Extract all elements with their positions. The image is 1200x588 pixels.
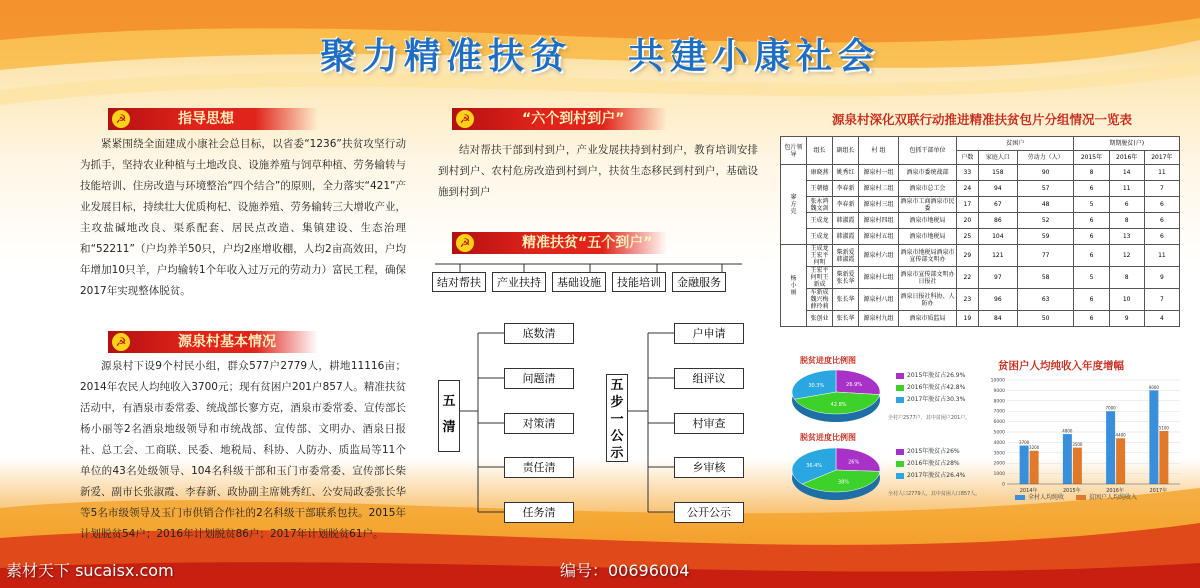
table-cell: 52 [1017, 213, 1074, 229]
legend-swatch [1015, 495, 1025, 500]
table-cell: 33 [957, 165, 979, 181]
guiding-text: 紧紧围绕全面建成小康社会总目标，以省委“1236”扶贫攻坚行动为抓手，坚持农业种植与土地改良、设施养殖与饲草种植、劳务输转与技能培训、住房改造与环境整治“四个结合”的原则，全力落实“421”产业发展目标，持续壮大优质枸杞、设施养殖、劳务输转三大增收产业，主攻盐碱地改良、渠系配套、居民点改造、集镇建设、生态治理和“52211”（户均养羊50只，户均2座增收棚，人均2亩高效田，户均年增加10只羊，户均输转1个年收入过万元的劳动力）富民工程，确保2017年实现整体脱贫。 [80, 138, 406, 297]
pie-slice-label: 26.9% [846, 381, 863, 388]
table-header: 包抓干部单位 [899, 137, 957, 165]
five-step-item: 村审查 [674, 413, 744, 434]
party-emblem-icon: ☭ [112, 110, 130, 128]
x-tick-label: 2017年 [1149, 488, 1168, 494]
table-cell-leader: 杨 小 丽 [781, 245, 807, 327]
table-header: 户数 [957, 151, 979, 165]
table-cell: 121 [978, 245, 1017, 267]
legend-item [896, 458, 965, 470]
table-cell: 酒泉市工商酒泉市民委 [900, 197, 955, 212]
table-row [781, 267, 1180, 289]
table-cell: 59 [1017, 229, 1074, 245]
table-cell: 7 [1144, 181, 1179, 197]
table-cell: 酒泉市宣传部文明办日报社 [899, 267, 957, 289]
table-cell: 源泉村九组 [859, 311, 899, 327]
x-tick-label: 2014年 [1019, 488, 1038, 494]
pie1-legend [896, 370, 965, 406]
table-cell: 10 [1109, 289, 1144, 311]
legend-swatch [1076, 495, 1086, 500]
guiding-heading: 指导思想 [178, 111, 234, 127]
pie-slice-label: 42.8% [830, 402, 847, 409]
legend-item [896, 394, 965, 406]
bar-value-label: 3700 [1019, 440, 1030, 446]
table-cell: 20 [957, 213, 979, 229]
pie1-chart [788, 366, 888, 426]
service-item: 产业扶持 [492, 272, 546, 292]
table-cell: 源泉村二组 [859, 181, 899, 197]
table-cell: 11 [1144, 245, 1179, 267]
y-tick-label: 9000 [993, 388, 1005, 394]
table-cell: 康晓燕 [807, 165, 833, 181]
bar-value-label: 5100 [1158, 425, 1169, 431]
table-cell: 22 [957, 267, 979, 289]
five-steps-label: 五步一公示 [606, 374, 628, 462]
table-cell: 5 [1074, 267, 1109, 289]
table-cell: 14 [1109, 165, 1144, 181]
assignment-table [780, 136, 1180, 327]
y-tick-label: 3000 [993, 451, 1005, 457]
service-item: 技能培训 [612, 272, 666, 292]
bar-value-label: 9000 [1148, 384, 1159, 390]
five-clear-item: 底数清 [504, 323, 574, 344]
table-row [781, 289, 1180, 311]
table-cell: 29 [957, 245, 979, 267]
bar-value-label: 3500 [1072, 442, 1083, 448]
bar-legend [1005, 492, 1137, 501]
income-bar-chart [985, 372, 1185, 512]
x-tick-label: 2016年 [1106, 488, 1124, 494]
y-tick-label: 2000 [993, 461, 1005, 467]
legend-swatch [896, 473, 904, 479]
title-left: 聚力精准扶贫 [319, 36, 572, 77]
table-cell: 13 [1109, 229, 1144, 245]
pie2-note: 全村人口2779人，其中贫困人口857人。 [888, 491, 981, 497]
five-clear-item: 任务清 [504, 502, 574, 523]
five-heading: 精准扶贫“五个到户” [522, 235, 653, 251]
five-step-item: 公开公示 [674, 502, 744, 523]
pie1-title: 脱贫进度比例图 [800, 356, 856, 365]
five-services-row [432, 272, 726, 292]
table-cell: 源泉村六组 [859, 245, 899, 267]
table-cell: 6 [1074, 213, 1109, 229]
table-cell: 67 [978, 197, 1017, 213]
watermark-right: 编号：00696004 [560, 561, 690, 580]
table-cell: 8 [1074, 165, 1109, 181]
bar-village [1063, 434, 1072, 484]
five-heading-banner [452, 232, 667, 254]
bar-value-label: 4800 [1062, 428, 1073, 434]
legend-label: 2015年脱贫占26.9% [907, 372, 966, 379]
legend-item [896, 382, 965, 394]
y-tick-label: 10000 [990, 378, 1005, 384]
table-cell: 张长华 [833, 289, 859, 311]
table-header: 副组长 [833, 137, 859, 165]
table-cell: 9 [1109, 311, 1144, 327]
page-title [0, 28, 1200, 79]
party-emblem-icon: ☭ [112, 333, 130, 351]
six-heading-banner [452, 108, 667, 130]
table-cell: 6 [1074, 311, 1109, 327]
table-cell: 6 [1074, 181, 1109, 197]
table-cell: 19 [957, 311, 979, 327]
y-tick-label: 1000 [993, 472, 1005, 478]
table-cell: 8 [1109, 267, 1144, 289]
table-cell: 张长华 [833, 311, 859, 327]
table-cell: 姚秀红 [833, 165, 859, 181]
legend-label: 2017年脱贫占26.4% [907, 472, 966, 479]
table-cell: 酒泉市地税局酒泉市宣传部文明办 [899, 245, 957, 267]
table-cell: 6 [1144, 229, 1179, 245]
legend-swatch [896, 397, 904, 403]
five-step-item: 组评议 [674, 368, 744, 389]
table-cell: 50 [1017, 311, 1074, 327]
table-cell: 6 [1074, 245, 1109, 267]
table-cell: 96 [978, 289, 1017, 311]
bar-poor [1030, 451, 1039, 484]
legend-swatch [896, 385, 904, 391]
table-title: 源泉村深化双联行动推进精准扶贫包片分组情况一览表 [831, 112, 1132, 127]
table-cell: 48 [1017, 197, 1074, 213]
bar-poor [1159, 431, 1168, 484]
service-item: 基础设施 [552, 272, 606, 292]
table-cell: 酒泉日报社科协、人防办 [899, 289, 957, 311]
y-tick-label: 4000 [993, 440, 1005, 446]
party-emblem-icon: ☭ [456, 234, 474, 252]
table-cell: 李春新 [833, 197, 859, 213]
table-cell: 张永鸿魏文剑 [807, 197, 833, 213]
table-row [781, 245, 1180, 267]
table-cell: 车新成魏兴梅薛玲莉 [807, 289, 833, 311]
table-cell: 王宏平何明王新成 [807, 267, 833, 289]
table-cell: 韩淑霞 [833, 213, 859, 229]
bar-value-label: 4400 [1115, 432, 1126, 438]
table-cell: 酒泉市地税局 [899, 229, 957, 245]
table-header: 贫困户 [957, 137, 1074, 151]
y-tick-label: 7000 [993, 409, 1005, 415]
legend-swatch [896, 461, 904, 467]
bar-poor [1073, 448, 1082, 484]
bar-village [1106, 411, 1115, 484]
table-cell: 24 [957, 181, 979, 197]
table-cell: 王朝德 [807, 181, 833, 197]
table-cell: 李春新 [833, 181, 859, 197]
table-cell: 韩淑霞 [833, 229, 859, 245]
table-cell: 6 [1074, 229, 1109, 245]
table-header: 2016年 [1109, 151, 1144, 165]
pie-slice-label: 26% [848, 459, 860, 466]
table-cell: 源泉村七组 [859, 267, 899, 289]
y-tick-label: 8000 [993, 399, 1005, 405]
services-connector-lines [432, 258, 744, 274]
legend-label: 2015年脱贫占26% [907, 448, 960, 455]
five-clear-item: 对策清 [504, 413, 574, 434]
service-item: 金融服务 [672, 272, 726, 292]
table-cell: 12 [1109, 245, 1144, 267]
legend-swatch [896, 373, 904, 379]
five-clear-item: 问题清 [504, 368, 574, 389]
legend-item [896, 370, 965, 382]
table-row [781, 165, 1180, 181]
table-row [781, 181, 1180, 197]
table-cell: 77 [1017, 245, 1074, 267]
table-cell: 酒泉市质监局 [899, 311, 957, 327]
table-cell: 8 [1109, 213, 1144, 229]
pie2-title: 脱贫进度比例图 [800, 433, 856, 442]
table-cell: 6 [1109, 197, 1144, 213]
watermark-left: 素材天下 sucaisx.com [6, 561, 174, 580]
table-cell: 104 [978, 229, 1017, 245]
legend-label: 2017年脱贫占30.3% [907, 396, 966, 403]
table-cell: 23 [957, 289, 979, 311]
six-heading: “六个到村到户” [522, 111, 625, 127]
table-cell: 酒泉市地税局 [899, 213, 957, 229]
table-cell: 63 [1017, 289, 1074, 311]
legend-item [896, 446, 965, 458]
table-cell: 王成龙王宏平何明 [807, 245, 833, 267]
bar-value-label: 3200 [1029, 445, 1040, 451]
table-cell: 90 [1017, 165, 1074, 181]
table-header: 2017年 [1144, 151, 1179, 165]
x-tick-label: 2015年 [1063, 488, 1081, 494]
legend-item [896, 470, 965, 482]
bar-chart-title: 贫困户人均纯收入年度增幅 [998, 360, 1124, 372]
party-emblem-icon: ☭ [456, 110, 474, 128]
village-heading-banner [108, 331, 318, 353]
table-cell: 6 [1144, 197, 1179, 213]
table-row [781, 213, 1180, 229]
table-cell: 11 [1144, 165, 1179, 181]
legend-label: 全村人均纯收 [1028, 494, 1065, 501]
y-tick-label: 5000 [993, 430, 1005, 436]
y-tick-label: 6000 [993, 420, 1005, 426]
table-cell: 王成龙 [807, 213, 833, 229]
table-header: 2015年 [1074, 151, 1109, 165]
legend-swatch [896, 449, 904, 455]
table-cell: 5 [1074, 197, 1109, 213]
bar-village [1149, 390, 1158, 484]
table-cell: 源泉村八组 [859, 289, 899, 311]
table-header: 家庭人口 [978, 151, 1017, 165]
five-clear-item: 责任清 [504, 457, 574, 478]
table-cell: 张创业 [807, 311, 833, 327]
five-step-item: 户申请 [674, 323, 744, 344]
table-cell: 86 [978, 213, 1017, 229]
table-cell: 6 [1144, 213, 1179, 229]
table-cell: 9 [1144, 267, 1179, 289]
legend-label: 2016年脱贫占28% [907, 460, 960, 467]
pie2-chart [788, 444, 888, 504]
six-text: 结对帮扶干部到村到户，产业发展扶持到村到户，教育培训安排到村到户、农村危房改造到村到户，扶贫生态移民到村到户，基础设施到村到户 [438, 144, 758, 198]
pie-slice-label: 30.3% [808, 382, 825, 389]
table-header: 组长 [807, 137, 833, 165]
bar-village [1020, 446, 1029, 484]
table-cell: 源泉村四组 [859, 213, 899, 229]
table-header: 包片领导 [781, 137, 807, 165]
table-cell: 源泉村一组 [859, 165, 899, 181]
title-right: 共建小康社会 [628, 36, 881, 77]
guiding-heading-banner [108, 108, 318, 130]
table-cell: 源泉村三组 [859, 197, 899, 213]
table-cell: 酒泉市委统战部 [899, 165, 957, 181]
table-cell: 97 [978, 267, 1017, 289]
five-clear-label: 五清 [438, 380, 460, 452]
watermark [0, 554, 1200, 588]
table-cell: 4 [1144, 311, 1179, 327]
table-cell: 158 [978, 165, 1017, 181]
table-cell: 7 [1144, 289, 1179, 311]
table-cell-leader: 寥 方 克 [781, 165, 807, 245]
table-cell: 王成龙 [807, 229, 833, 245]
table-cell: 94 [978, 181, 1017, 197]
table-cell: 柴新爱韩淑霞 [833, 245, 859, 267]
table-row [781, 311, 1180, 327]
table-cell: 84 [978, 311, 1017, 327]
pie2-legend [896, 446, 965, 482]
table-header: 村 组 [859, 137, 899, 165]
table-cell: 58 [1017, 267, 1074, 289]
table-cell: 17 [957, 197, 979, 213]
table-cell: 柴新爱张长华 [833, 267, 859, 289]
table-cell: 源泉村五组 [859, 229, 899, 245]
pie1-note: 全村户2577户，其中贫困户201户。 [888, 415, 971, 421]
legend-label: 贫困户人均纯收入 [1088, 494, 1137, 501]
bar-value-label: 7000 [1105, 405, 1116, 411]
pie-slice-label: 38% [837, 479, 850, 486]
service-item: 结对帮扶 [432, 272, 486, 292]
bar-poor [1116, 438, 1125, 484]
table-row [781, 197, 1180, 213]
table-row [781, 229, 1180, 245]
y-tick-label: 0 [1002, 482, 1005, 488]
legend-label: 2016年脱贫占42.8% [907, 384, 966, 391]
table-header: 期期脱贫(户) [1074, 137, 1180, 151]
village-heading: 源泉村基本情况 [178, 334, 276, 350]
table-cell: 57 [1017, 181, 1074, 197]
table-cell: 6 [1074, 289, 1109, 311]
table-cell: 25 [957, 229, 979, 245]
table-cell: 11 [1109, 181, 1144, 197]
table-header: 劳动力（人） [1017, 151, 1074, 165]
five-step-item: 乡审核 [674, 457, 744, 478]
pie-slice-label: 36.4% [806, 462, 823, 469]
table-cell: 酒泉市总工会 [899, 181, 957, 197]
village-text: 源泉村下设9个村民小组，群众577户2779人，耕地11116亩；2014年农民人均纯收入3700元；现有贫困户201户857人。精准扶贫活动中，有酒泉市委常委、统战部长寥方克，酒泉市委常委、宣传部长杨小丽等2名酒泉地级领导和市统战部、宣传部、文明办、酒泉日报社、总工会、工商联、民委、地税局、科协、人防办、质监局等11个单位的43名处级领导、104名科级干部和玉门市委常委、宣传部长柴新爱、副市长张淑霞、李春新、政协副主席姚秀红、公安局政委张长华等5名市级领导及玉门市供销合作社的2名科级干部联系包扶。2015年计划脱贫54户；2016年计划脱贫86户；2017年计划脱贫61户。 [80, 360, 406, 540]
